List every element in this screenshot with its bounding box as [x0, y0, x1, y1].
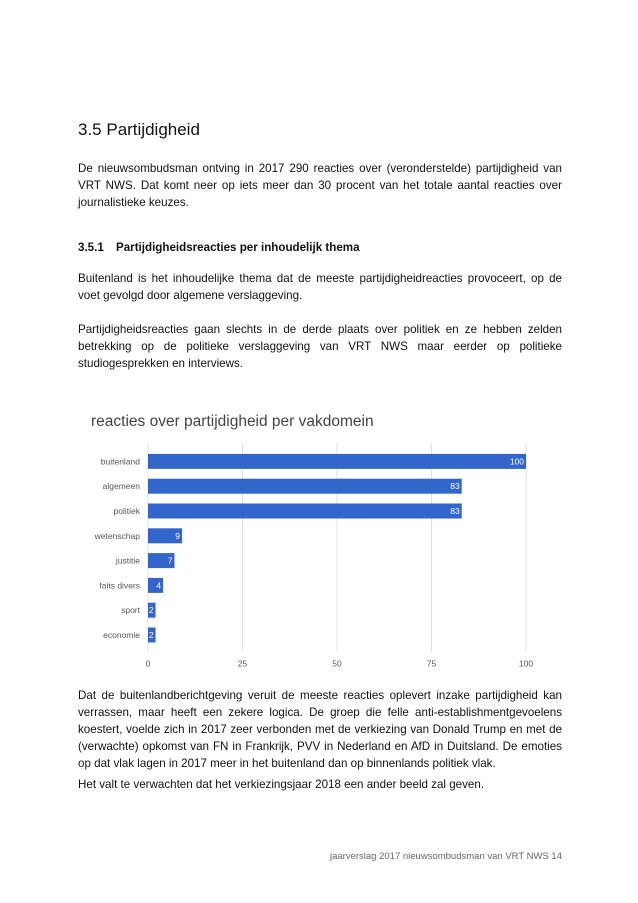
subsection-title: Partijdigheidsreacties per inhoudelijk thema	[116, 241, 360, 254]
value-label-sport: 2	[148, 605, 154, 616]
value-label-buitenland: 100	[509, 456, 524, 467]
section-title: 3.5 Partijdigheid	[78, 120, 200, 139]
value-label-justitie: 7	[167, 555, 173, 566]
intro-paragraph: De nieuwsombudsman ontving in 2017 290 reacties over (veronderstelde) partijdigheid van VRT NWS. Dat komt neer op iets meer dan 30 procent van het totale aantal reacties over journalistieke keuzes.	[78, 162, 562, 209]
category-label-algemeen: algemeen	[102, 481, 140, 492]
value-label-politiek: 83	[450, 506, 460, 516]
value-label-wetenschap: 9	[175, 530, 181, 541]
category-label-politiek: politiek	[113, 506, 140, 516]
category-label-justitie: justitie	[115, 555, 140, 566]
category-label-economie: economie	[103, 630, 140, 640]
bar-buitenland	[148, 454, 526, 469]
x-tick-label-0: 0	[145, 658, 151, 669]
category-label-sport: sport	[121, 605, 140, 616]
value-label-faits-divers: 4	[156, 580, 162, 591]
x-tick-label-50: 50	[332, 658, 342, 669]
category-label-buitenland: buitenland	[100, 456, 140, 467]
chart-tick-labels	[146, 658, 534, 668]
value-label-economie: 2	[148, 630, 154, 640]
value-label-algemeen: 83	[450, 481, 460, 492]
x-tick-label-75: 75	[426, 658, 437, 669]
bar-algemeen	[148, 479, 462, 494]
chart-category-labels	[94, 456, 141, 640]
page-footer: jaarverslag 2017 nieuwsombudsman van VRT NWS 14	[330, 851, 562, 862]
bar-politiek	[148, 504, 462, 519]
subsection-heading	[78, 241, 360, 254]
closing-paragraph: Het valt te verwachten dat het verkiezingsjaar 2018 een ander beeld zal geven.	[78, 778, 485, 791]
category-label-faits-divers: faits divers	[99, 580, 140, 591]
category-label-wetenschap: wetenschap	[94, 530, 140, 541]
chart-gridlines	[148, 443, 526, 651]
conclusion-paragraph: Dat de buitenlandberichtgeving veruit de meeste reacties oplevert inzake partijdigheid kan verrassen, maar heeft een zekere logica. De groep die felle anti-establishmentgevoelens koestert, voelde zich in 2017 zeer verbonden met de verkiezing van Donald Trump en met de (verwachte) opkomst van FN in Frankrijk, PVV in Nederland en AfD in Duitsland. De emoties op dat vlak lagen in 2017 meer in het buitenland dan op binnenlands politiek vlak.	[78, 689, 562, 770]
paragraph-politiek: Partijdigheidsreacties gaan slechts in de derde plaats over politiek en ze hebben zelden betrekking op de politieke verslaggeving van VRT NWS maar eerder op politieke studiogesprekken en interviews.	[78, 323, 562, 370]
x-tick-label-25: 25	[237, 658, 248, 669]
subsection-number: 3.5.1	[78, 241, 104, 254]
x-tick-label-100: 100	[518, 658, 534, 669]
chart-title: reacties over partijdigheid per vakdomein	[91, 413, 374, 430]
paragraph-buitenland: Buitenland is het inhoudelijke thema dat de meeste partijdigheidreacties provoceert, op de voet gevolgd door algemene verslaggeving.	[78, 272, 562, 302]
bar-chart	[78, 404, 538, 676]
